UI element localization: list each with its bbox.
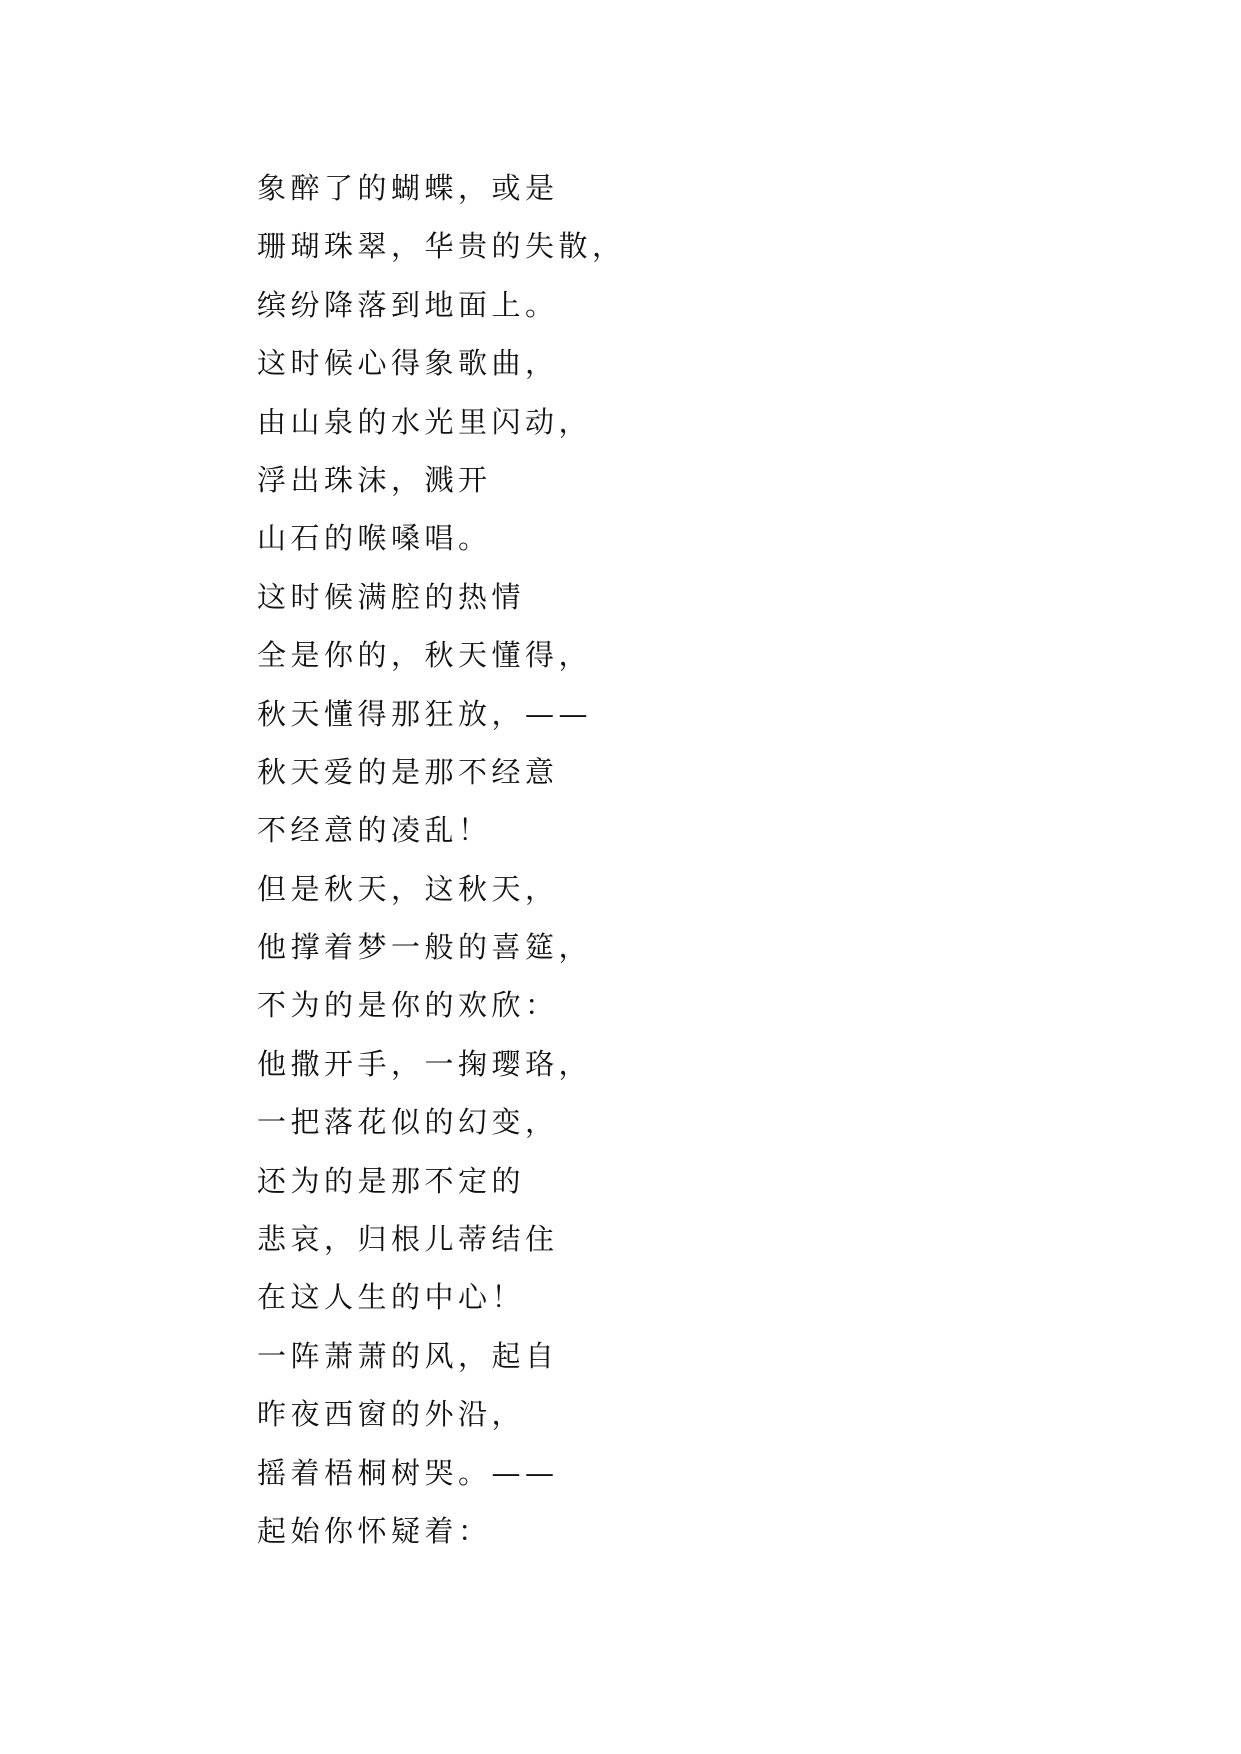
poem-line: 珊瑚珠翠，华贵的失散， <box>257 229 626 264</box>
poem-line: 这时候心得象歌曲， <box>257 346 559 381</box>
poem-text <box>257 159 1017 1560</box>
poem-line: 但是秋天，这秋天， <box>257 871 559 906</box>
poem-line: 在这人生的中心！ <box>257 1280 526 1315</box>
poem-line: 一把落花似的幻变， <box>257 1105 559 1140</box>
poem-line: 他撑着梦一般的喜筵， <box>257 930 593 965</box>
poem-line: 秋天爱的是那不经意 <box>257 754 559 789</box>
poem-line: 浮出珠沫，溅开 <box>257 462 492 497</box>
poem-line: 这时候满腔的热情 <box>257 579 526 614</box>
poem-line: 不经意的凌乱！ <box>257 813 492 848</box>
poem-line: 由山泉的水光里闪动， <box>257 404 593 439</box>
poem-line: 昨夜西窗的外沿， <box>257 1397 526 1432</box>
poem-line: 他撒开手，一掬璎珞， <box>257 1046 593 1081</box>
poem-line: 秋天懂得那狂放，—— <box>257 696 593 731</box>
poem-line: 缤纷降落到地面上。 <box>257 287 559 322</box>
poem-line: 象醉了的蝴蝶，或是 <box>257 171 559 205</box>
poem-line: 还为的是那不定的 <box>257 1163 526 1198</box>
poem-line: 不为的是你的欢欣： <box>257 988 559 1023</box>
poem-line: 一阵萧萧的风，起自 <box>257 1338 559 1373</box>
poem-line: 起始你怀疑着： <box>257 1513 492 1548</box>
poem-line: 山石的喉嗓唱。 <box>257 521 492 556</box>
poem-line: 全是你的，秋天懂得， <box>257 638 593 673</box>
poem-line: 摇着梧桐树哭。—— <box>257 1455 559 1490</box>
poem-line: 悲哀，归根儿蒂结住 <box>257 1222 559 1257</box>
